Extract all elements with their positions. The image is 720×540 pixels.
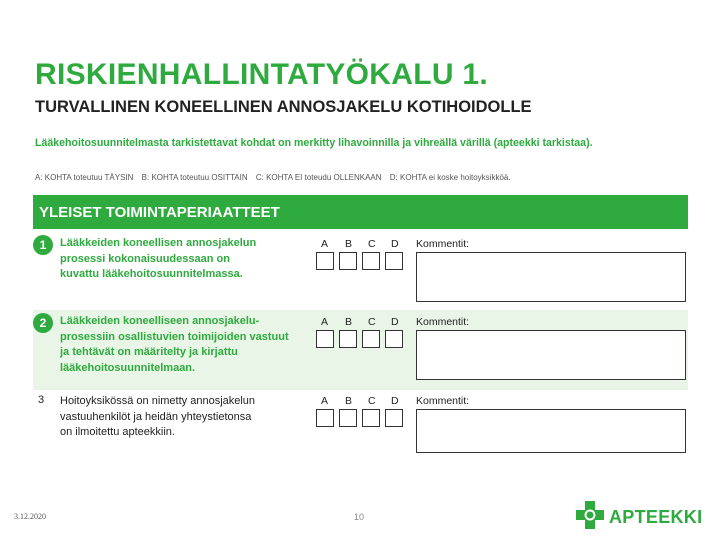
option-label-b: B (345, 238, 353, 250)
checkbox-a[interactable] (316, 330, 334, 348)
comment-field[interactable] (416, 252, 686, 302)
item-text (60, 314, 310, 376)
checkbox-d[interactable] (385, 252, 403, 270)
item-line: prosessiin osallistuvien toimijoiden vastuut (60, 330, 289, 343)
checklist-row-1 (33, 232, 688, 310)
item-line: Lääkkeiden koneelliseen annosjakelu- (60, 315, 260, 327)
option-label-d: D (391, 238, 399, 250)
section-title: YLEISET TOIMINTAPERIAATTEET (39, 203, 280, 221)
item-text (60, 236, 310, 283)
checkbox-d[interactable] (385, 409, 403, 427)
legend-a: A: KOHTA toteutuu TÄYSIN (35, 173, 134, 182)
checklist-row-3 (33, 390, 688, 460)
checkbox-b[interactable] (339, 409, 357, 427)
page-number: 10 (354, 512, 365, 522)
comment-label: Kommentit: (416, 316, 470, 328)
item-line: Lääkkeiden koneellisen annosjakelun (60, 237, 257, 249)
option-label-d: D (391, 395, 399, 407)
legend-d: D: KOHTA ei koske hoitoyksikköä. (389, 173, 511, 182)
green-cross-icon (575, 500, 605, 535)
item-line: kuvattu lääkehoitosuunnitelmassa. (60, 268, 243, 280)
checkbox-c[interactable] (362, 330, 380, 348)
comment-field[interactable] (416, 330, 686, 380)
legend-c: C: KOHTA EI toteudu OLLENKAAN (255, 173, 382, 182)
option-label-c: C (368, 238, 376, 250)
item-line: lääkehoitosuunnitelmaan. (60, 361, 196, 374)
legend-b: B: KOHTA toteutuu OSITTAIN (141, 173, 248, 182)
option-label-c: C (368, 395, 376, 407)
section-header (33, 195, 688, 229)
comment-label: Kommentit: (416, 238, 470, 250)
option-label-a: A (321, 316, 329, 328)
option-label-b: B (345, 395, 353, 407)
apteekki-logo (575, 500, 702, 535)
checkbox-b[interactable] (339, 252, 357, 270)
item-line: vastuuhenkilöt ja heidän yhteystietonsa (60, 410, 252, 423)
checkbox-b[interactable] (339, 330, 357, 348)
instruction-text: Lääkehoitosuunnitelmasta tarkistettavat kohdat on merkitty lihavoinnilla ja vihreällä värillä (apteekki tarkistaa). (35, 137, 593, 149)
checklist-row-2 (33, 310, 688, 390)
page-title: RISKIENHALLINTATYÖKALU 1. (35, 58, 489, 91)
comment-label: Kommentit: (416, 395, 470, 407)
option-label-d: D (391, 316, 399, 328)
item-text (60, 394, 310, 441)
item-line: Hoitoyksikössä on nimetty annosjakelun (60, 395, 256, 407)
answer-legend (35, 173, 517, 182)
logo-text: APTEEKKI (609, 507, 703, 527)
item-number-badge: 2 (33, 313, 53, 333)
checkbox-a[interactable] (316, 409, 334, 427)
checkbox-d[interactable] (385, 330, 403, 348)
item-line: ja tehtävät on määritelty ja kirjattu (60, 346, 238, 358)
item-line: prosessi kokonaisuudessaan on (60, 252, 230, 265)
option-label-a: A (321, 238, 329, 250)
checkbox-c[interactable] (362, 252, 380, 270)
option-label-b: B (345, 316, 353, 328)
item-number-badge: 1 (33, 235, 53, 255)
page-subtitle: TURVALLINEN KONEELLINEN ANNOSJAKELU KOTIHOIDOLLE (35, 98, 532, 116)
item-number: 3 (38, 394, 45, 406)
option-label-c: C (368, 316, 376, 328)
footer-date: 3.12.2020 (14, 512, 46, 521)
comment-field[interactable] (416, 409, 686, 453)
checkbox-a[interactable] (316, 252, 334, 270)
item-line: on ilmoitettu apteekkiin. (60, 426, 175, 438)
option-label-a: A (321, 395, 329, 407)
checkbox-c[interactable] (362, 409, 380, 427)
